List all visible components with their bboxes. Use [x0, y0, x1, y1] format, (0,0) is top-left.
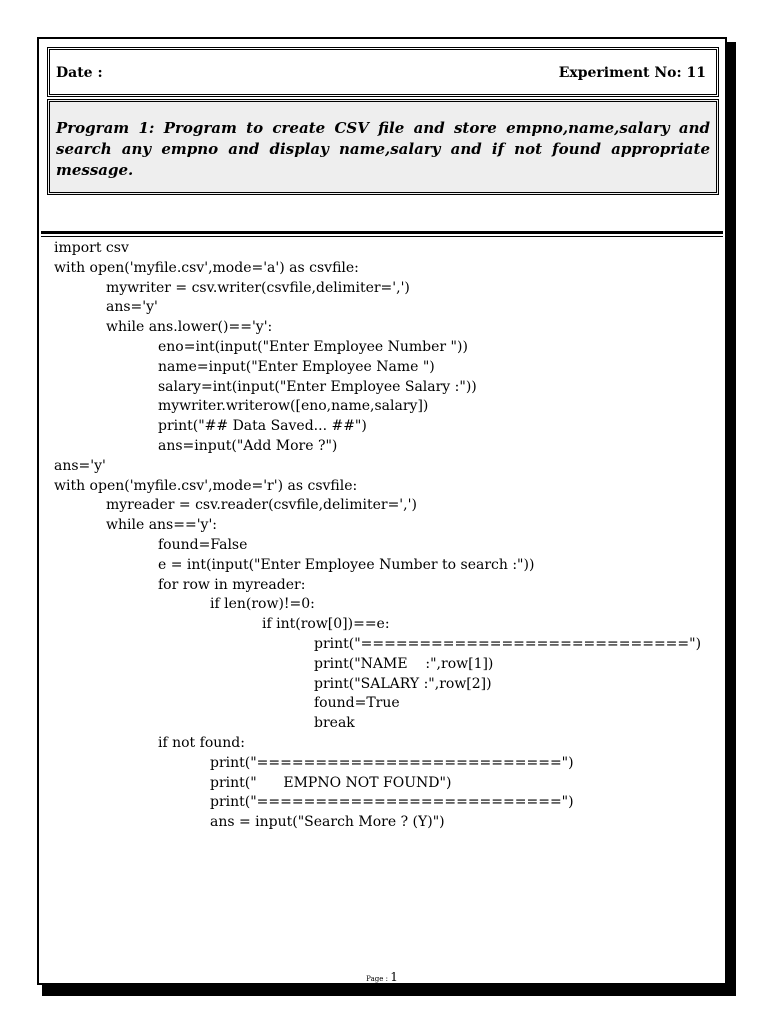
code-line: print("============================") [314, 635, 702, 652]
code-line: salary=int(input("Enter Employee Salary :")) [158, 378, 477, 395]
page-footer [39, 970, 725, 984]
code-line: print(" EMPNO NOT FOUND") [210, 774, 452, 791]
code-block [54, 239, 714, 833]
code-line: myreader = csv.reader(csvfile,delimiter=',') [106, 497, 417, 514]
code-line: with open('myfile.csv',mode='a') as csvfile: [54, 259, 359, 276]
code-line: with open('myfile.csv',mode='r') as csvfile: [54, 477, 358, 494]
code-line: import csv [54, 240, 129, 256]
code-line: break [314, 715, 355, 732]
code-line: while ans.lower()=='y': [106, 319, 273, 336]
code-line: mywriter.writerow([eno,name,salary]) [158, 398, 429, 415]
code-line: ans=input("Add More ?") [158, 437, 338, 454]
code-line: while ans=='y': [106, 517, 218, 534]
code-line: mywriter = csv.writer(csvfile,delimiter=',') [106, 279, 410, 296]
section-divider [41, 231, 723, 234]
code-line: e = int(input("Enter Employee Number to search :")) [158, 556, 535, 573]
code-line: print("NAME :",row[1]) [314, 655, 494, 672]
experiment-number: Experiment No: 11 [558, 65, 706, 81]
code-line: if len(row)!=0: [210, 596, 315, 613]
code-line: ans='y' [54, 457, 106, 474]
code-line: found=True [314, 695, 400, 712]
code-line: print("SALARY :",row[2]) [314, 675, 492, 692]
code-line: print("==========================") [210, 754, 574, 771]
page-label: Page : [366, 975, 391, 983]
section-divider-thin [41, 236, 723, 237]
code-line: print("==========================") [210, 794, 574, 811]
code-line: name=input("Enter Employee Name ") [158, 358, 435, 375]
document-page [37, 37, 727, 985]
page-number: 1 [390, 970, 398, 984]
code-line: ans = input("Search More ? (Y)") [210, 814, 445, 831]
code-line: if not found: [158, 734, 245, 751]
code-line: for row in myreader: [158, 576, 306, 593]
code-line: if int(row[0])==e: [262, 616, 390, 633]
program-title: Program 1: Program to create CSV file and store empno,name,salary and search any empno and display name,salary and if not found appropriate message. [56, 119, 710, 179]
header-box [47, 47, 719, 97]
code-line: print("## Data Saved... ##") [158, 418, 367, 435]
code-line: eno=int(input("Enter Employee Number ")) [158, 338, 468, 355]
date-label: Date : [56, 65, 103, 81]
program-title-box [47, 99, 719, 195]
code-line: ans='y' [106, 299, 158, 316]
code-line: found=False [158, 536, 248, 553]
